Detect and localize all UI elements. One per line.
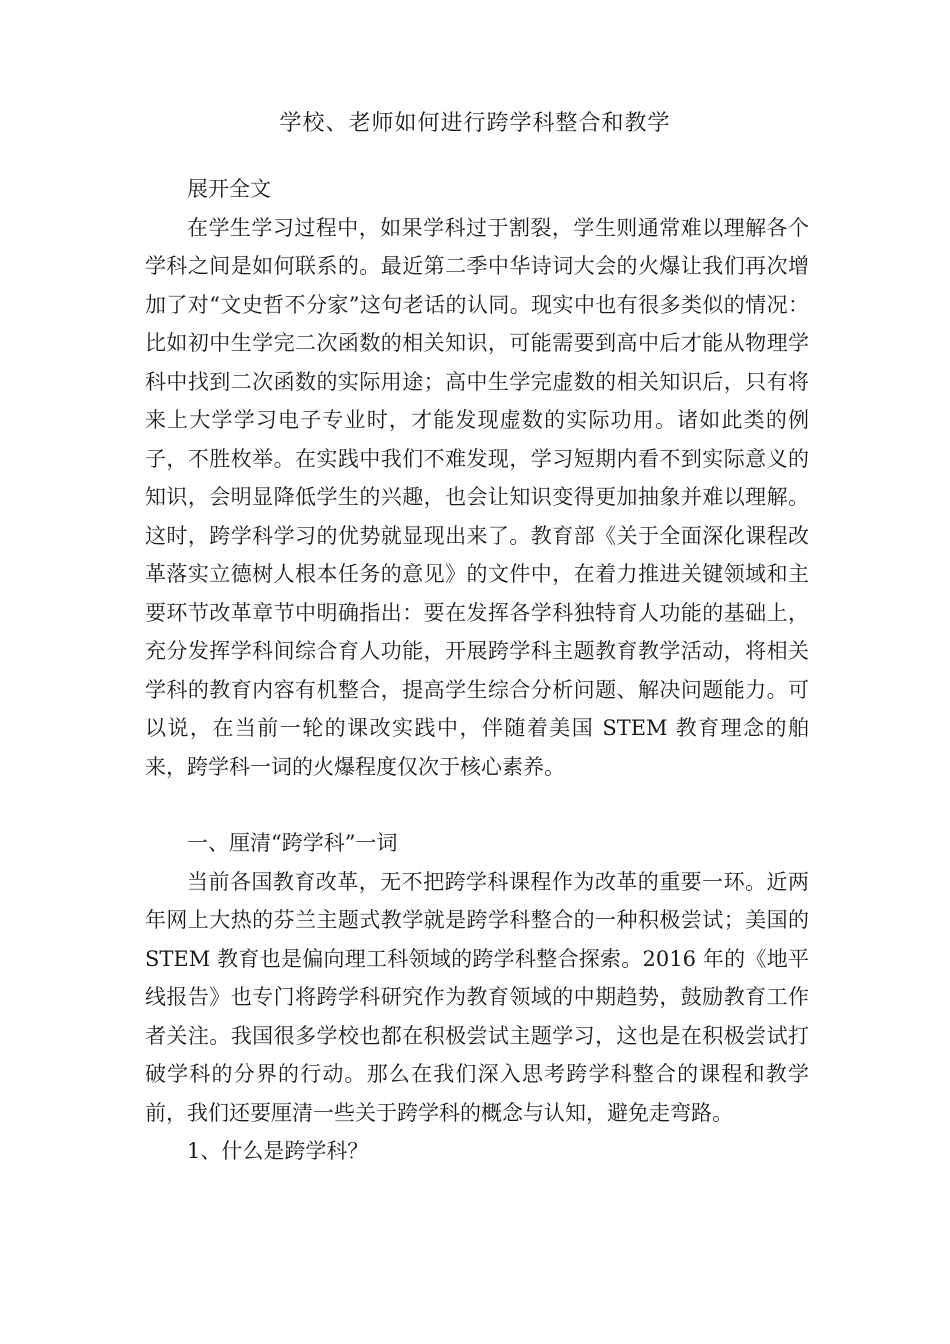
section-spacer (145, 786, 809, 824)
document-title: 学校、老师如何进行跨学科整合和教学 (279, 111, 671, 136)
section-heading: 一、厘清“跨学科”一词 (187, 831, 398, 855)
intro-paragraph: 在学生学习过程中，如果学科过于割裂，学生则通常难以理解各个学科之间是如何联系的。最近第二季中华诗词大会的火爆让我们再次增加了对“文史哲不分家”这句老话的认同。现实中也有很多类似的情况：比如初中生学完二次函数的相关知识，可能需要到高中后才能从物理学科中找到二次函数的实际用途；高中生学完虚数的相关知识后，只有将来上大学学习电子专业时，才能发现虚数的实际功用。诸如此类的例子，不胜枚举。在实践中我们不难发现，学习短期内看不到实际意义的知识，会明显降低学生的兴趣，也会让知识变得更加抽象并难以理解。这时，跨学科学习的优势就显现出来了。教育部《关于全面深化课程改革落实立德树人根本任务的意见》的文件中，在着力推进关键领域和主要环节改革章节中明确指出：要在发挥各学科独特育人功能的基础上，充分发挥学科间综合育人功能，开展跨学科主题教育教学活动，将相关学科的教育内容有机整合，提高学生综合分析问题、解决问题能力。可以说，在当前一轮的课改实践中，伴随着美国 STEM 教育理念的舶来，跨学科一词的火爆程度仅次于核心素养。 (145, 215, 809, 779)
subsection-heading: 1、什么是跨学科？ (187, 1139, 369, 1163)
document-body (145, 170, 809, 1171)
expand-full-text-link[interactable]: 展开全文 (187, 177, 271, 201)
section-paragraph: 当前各国教育改革，无不把跨学科课程作为改革的重要一环。近两年网上大热的芬兰主题式教学就是跨学科整合的一种积极尝试；美国的 STEM 教育也是偏向理工科领域的跨学科整合探索。2016 年的《地平线报告》也专门将跨学科研究作为教育领域的中期趋势，鼓励教育工作者关注。我国很多学校也都在积极尝试主题学习，这也是在积极尝试打破学科的分界的行动。那么在我们深入思考跨学科整合的课程和教学前，我们还要厘清一些关于跨学科的概念与认知，避免走弯路。 (145, 869, 809, 1125)
